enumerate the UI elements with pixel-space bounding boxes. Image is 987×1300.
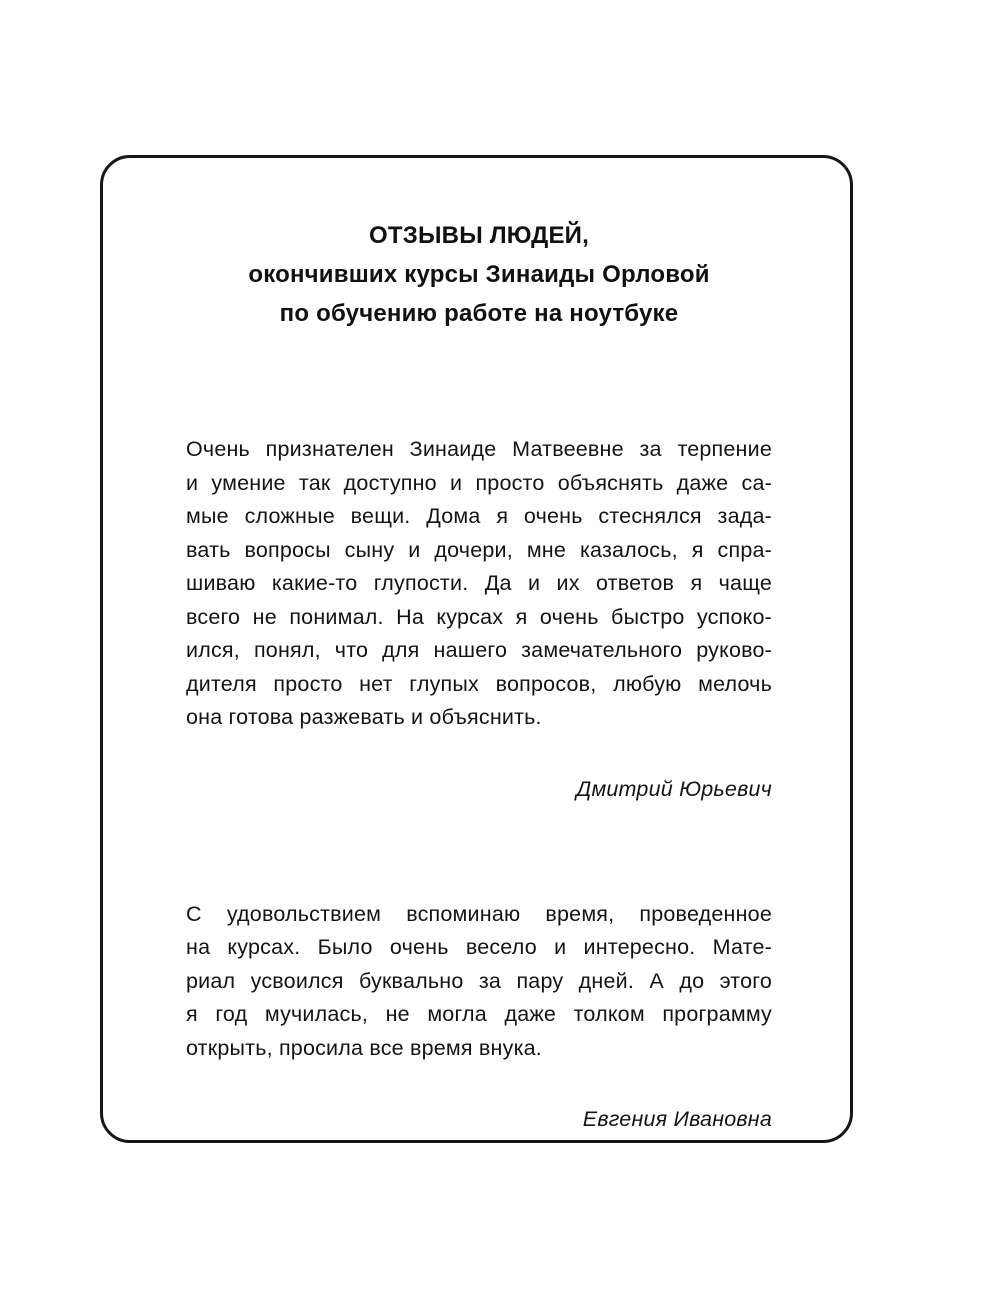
testimonial-dmitry [186,433,772,806]
testimonial-text: С удовольствием вспоминаю время, проведенное на курсах. Было очень весело и интересно. Мате- риал усвоился буквально за пару дней. А до этого я год мучилась, не могла даже толком программу открыть, просила все время внука. [186,901,772,1060]
page-title-line-1: ОТЗЫВЫ ЛЮДЕЙ, [369,222,589,249]
page-title-line-2: окончивших курсы Зинаиды Орловой [248,261,710,288]
page-content [186,158,772,1136]
testimonials-frame [100,155,853,1143]
testimonial-text: Очень признателен Зинаиде Матвеевне за терпение и умение так доступно и просто объяснять даже са- мые сложные вещи. Дома я очень стеснялся зада- вать вопросы сыну и дочери, мне казалось, я спра- шиваю какие-то глупости. Да и их ответов я чаще всего не понимал. На курсах я очень быстро успоко- ился, понял, что для нашего замечательного руково- дителя просто нет глупых вопросов, любую мелочь она готова разжевать и объяснить. [186,437,772,729]
testimonial-author: Евгения Ивановна [582,1107,772,1131]
testimonial-evgenia [186,898,772,1137]
page-title [186,216,772,333]
page-title-line-3: по обучению работе на ноутбуке [279,300,679,327]
testimonial-author: Дмитрий Юрьевич [576,776,772,801]
